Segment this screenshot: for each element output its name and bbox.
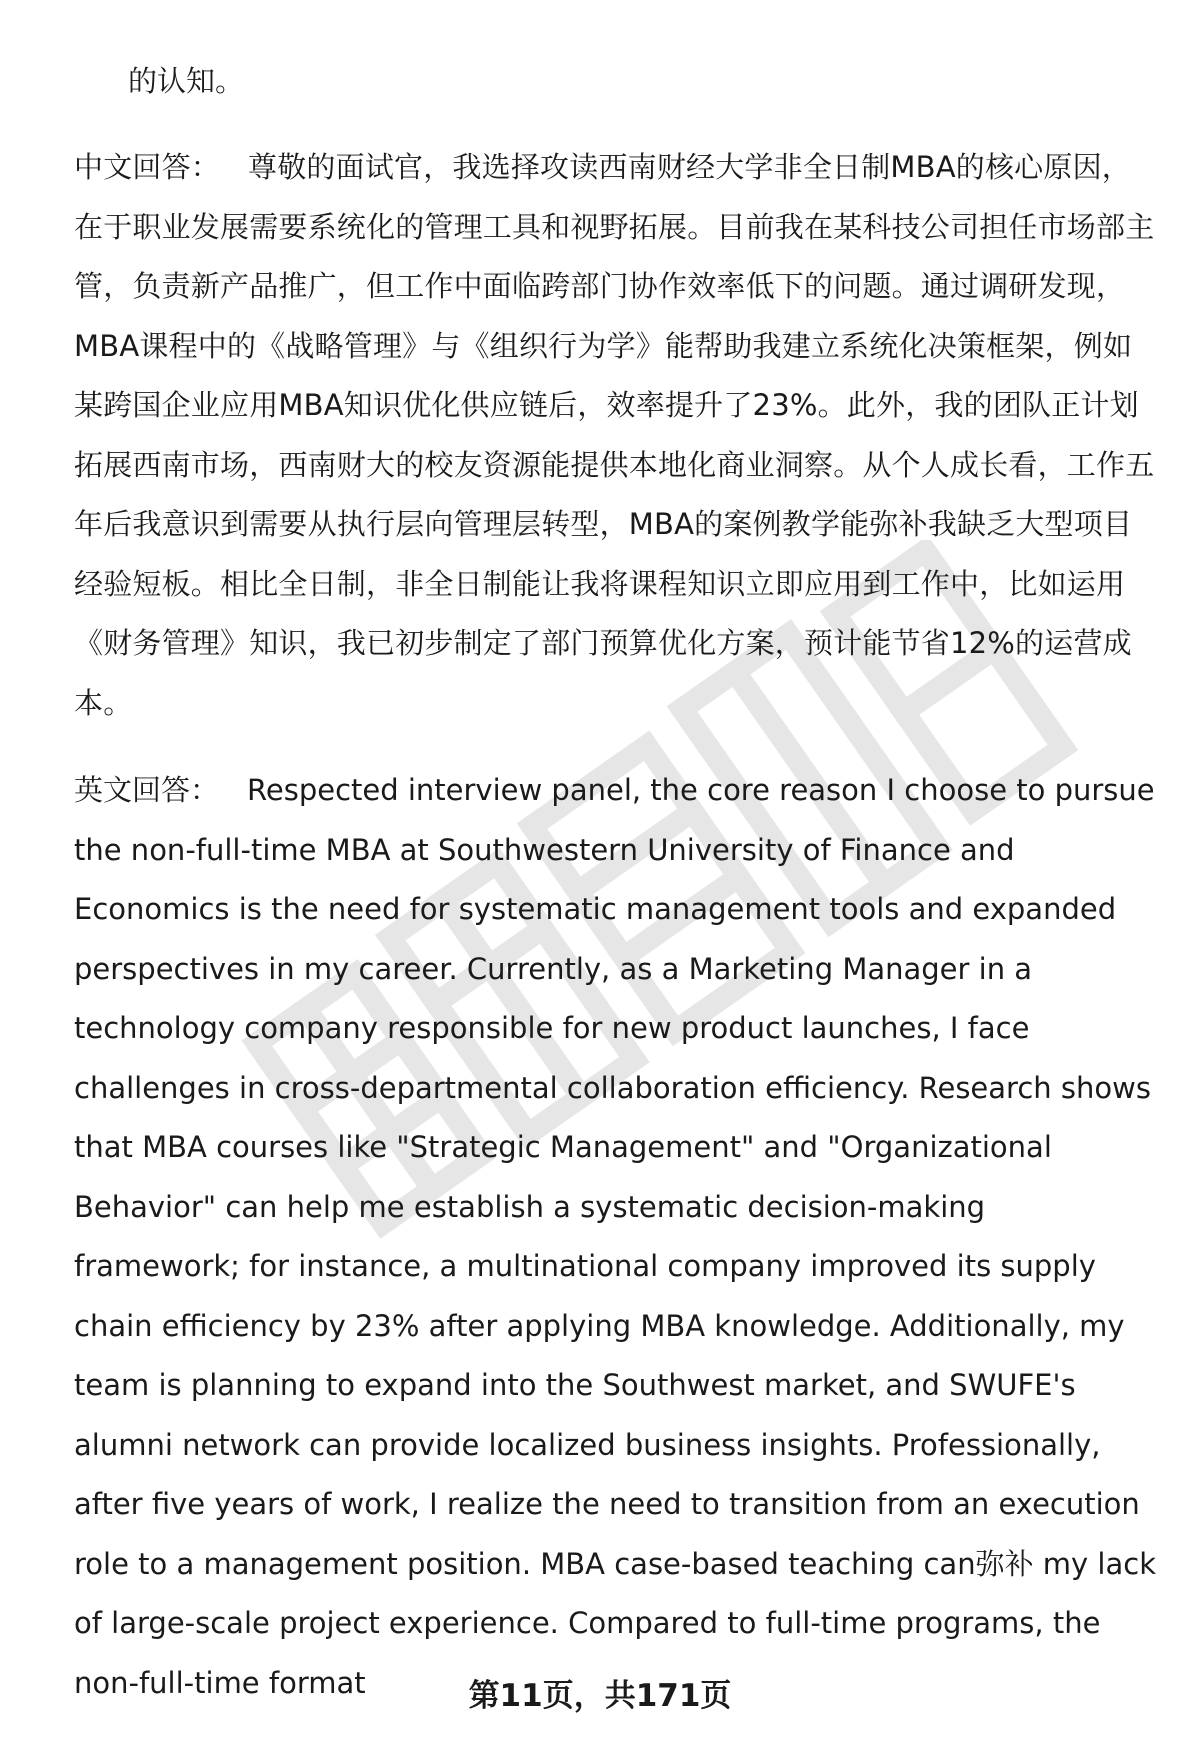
chinese-answer-label: 中文回答： — [74, 150, 221, 184]
page-number-footer: 第11页，共171页 — [468, 1678, 732, 1714]
chinese-answer-text: 尊敬的面试官，我选择攻读西南财经大学非全日制MBA的核心原因，在于职业发展需要系统化的管理工具和视野拓展。目前我在某科技公司担任市场部主管，负责新产品推广，但工作中面临跨部门协作效率低下的问题。通过调研发现，MBA课程中的《战略管理》与《组织行为学》能帮助我建立系统化决策框架，例如某跨国企业应用MBA知识优化供应链后，效率提升了23%。此外，我的团队正计划拓展西南市场，西南财大的校友资源能提供本地化商业洞察。从个人成长看，工作五年后我意识到需要从执行层向管理层转型，MBA的案例教学能弥补我缺乏大型项目经验短板。相比全日制，非全日制能让我将课程知识立即应用到工作中，比如运用《财务管理》知识，我已初步制定了部门预算优化方案，预计能节省12%的运营成本。 — [74, 150, 1155, 720]
chinese-answer-paragraph — [74, 138, 1159, 733]
continuation-text: 的认知。 — [128, 64, 245, 98]
english-answer-label: 英文回答： — [74, 773, 220, 807]
english-answer-text: Respected interview panel, the core reason I choose to pursue the non-full-time MBA at Southwestern University of Finance and Economics is the need for systematic management tools and expanded perspectives in my career. Currently, as a Marketing Manager in a technology company responsible for new product launches, I face challenges in cross-departmental collaboration efficiency. Research shows that MBA courses like "Strategic Management" and "Organizational Behavior" can help me establish a systematic decision-making framework; for instance, a multinational company improved its supply chain efficiency by 23% after applying MBA knowledge. Additionally, my team is planning to expand into the Southwest market, and SWUFE's alumni network can provide localized business insights. Professionally, after five years of work, I realize the need to transition from an execution role to a management position. MBA case-based teaching can弥补 my lack of large-scale project experience. Compared to full-time programs, the non-full-time format — [74, 773, 1156, 1700]
english-answer-paragraph — [74, 761, 1159, 1713]
document-body — [74, 52, 1159, 1713]
